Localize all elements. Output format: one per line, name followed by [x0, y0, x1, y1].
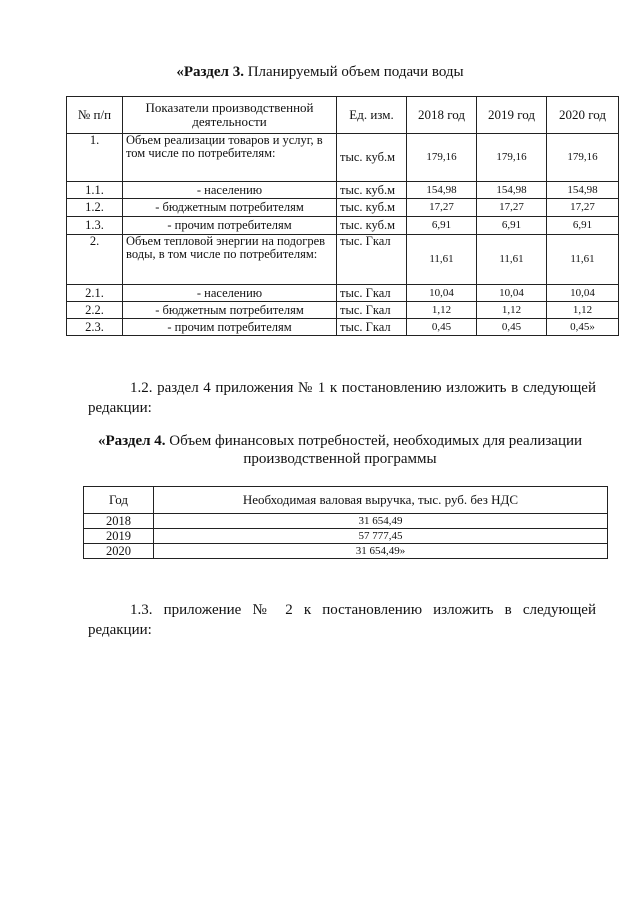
- row-indicator: - бюджетным потребителям: [123, 302, 337, 319]
- row-unit: тыс. Гкал: [337, 319, 407, 336]
- row-unit: тыс. куб.м: [337, 199, 407, 217]
- row-indicator: Объем реализации товаров и услуг, в том числе по потребителям:: [123, 134, 337, 182]
- row-value-2019: 17,27: [477, 199, 547, 217]
- row-revenue: 31 654,49»: [154, 544, 608, 559]
- row-value-2018: 6,91: [407, 217, 477, 235]
- water-supply-table: [66, 96, 619, 336]
- row-value-2020: 154,98: [547, 182, 619, 199]
- section3-heading-text: Планируемый объем подачи воды: [243, 64, 464, 80]
- table-row: [84, 529, 608, 544]
- row-value-2018: 17,27: [407, 199, 477, 217]
- row-number: 1.: [67, 134, 123, 182]
- table-row: [67, 302, 619, 319]
- row-number: 2.: [67, 235, 123, 285]
- table-row: [67, 235, 619, 285]
- row-unit: тыс. куб.м: [337, 217, 407, 235]
- row-value-2018: 179,16: [407, 134, 477, 182]
- row-revenue: 31 654,49: [154, 514, 608, 529]
- row-number: 2.1.: [67, 285, 123, 302]
- row-number: 2.2.: [67, 302, 123, 319]
- row-number: 2.3.: [67, 319, 123, 336]
- row-value-2020: 0,45»: [547, 319, 619, 336]
- row-indicator: - населению: [123, 285, 337, 302]
- row-value-2020: 6,91: [547, 217, 619, 235]
- row-value-2018: 154,98: [407, 182, 477, 199]
- row-value-2019: 6,91: [477, 217, 547, 235]
- row-value-2020: 11,61: [547, 235, 619, 285]
- col-header-year: Год: [84, 487, 154, 514]
- col-header-number: № п/п: [67, 97, 123, 134]
- row-indicator: - населению: [123, 182, 337, 199]
- row-value-2020: 1,12: [547, 302, 619, 319]
- section4-heading: [90, 432, 590, 468]
- row-value-2019: 1,12: [477, 302, 547, 319]
- col-header-2020: 2020 год: [547, 97, 619, 134]
- table-header-row: [67, 97, 619, 134]
- col-header-indicator: Показатели производственной деятельности: [123, 97, 337, 134]
- row-value-2018: 10,04: [407, 285, 477, 302]
- section3-heading: [0, 63, 640, 81]
- row-unit: тыс. куб.м: [337, 134, 407, 182]
- section4-heading-bold: «Раздел 4.: [97, 433, 166, 449]
- row-year: 2020: [84, 544, 154, 559]
- row-year: 2018: [84, 514, 154, 529]
- row-value-2019: 11,61: [477, 235, 547, 285]
- row-value-2019: 10,04: [477, 285, 547, 302]
- table-row: [67, 199, 619, 217]
- paragraph-1-3: [88, 600, 596, 640]
- row-value-2018: 0,45: [407, 319, 477, 336]
- paragraph-1-3-text: 1.3. приложение № 2 к постановлению изложить в следующей редакции:: [88, 602, 596, 638]
- row-unit: тыс. Гкал: [337, 235, 407, 285]
- row-value-2019: 0,45: [477, 319, 547, 336]
- row-value-2020: 17,27: [547, 199, 619, 217]
- row-indicator: Объем тепловой энергии на подогрев воды, в том числе по потребителям:: [123, 235, 337, 285]
- section3-heading-bold: «Раздел 3.: [176, 64, 244, 80]
- row-unit: тыс. Гкал: [337, 302, 407, 319]
- row-unit: тыс. куб.м: [337, 182, 407, 199]
- row-indicator: - прочим потребителям: [123, 217, 337, 235]
- table-row: [67, 319, 619, 336]
- paragraph-1-2: [88, 378, 596, 418]
- row-value-2019: 179,16: [477, 134, 547, 182]
- paragraph-1-2-text: 1.2. раздел 4 приложения № 1 к постановлению изложить в следующей редакции:: [88, 380, 596, 416]
- row-value-2019: 154,98: [477, 182, 547, 199]
- row-unit: тыс. Гкал: [337, 285, 407, 302]
- section4-heading-text: Объем финансовых потребностей, необходимых для реализации производственной программы: [165, 433, 583, 467]
- row-indicator: - бюджетным потребителям: [123, 199, 337, 217]
- row-value-2020: 10,04: [547, 285, 619, 302]
- row-number: 1.2.: [67, 199, 123, 217]
- row-number: 1.3.: [67, 217, 123, 235]
- table-row: [67, 134, 619, 182]
- table-header-row: [84, 487, 608, 514]
- row-year: 2019: [84, 529, 154, 544]
- col-header-unit: Ед. изм.: [337, 97, 407, 134]
- row-revenue: 57 777,45: [154, 529, 608, 544]
- col-header-revenue: Необходимая валовая выручка, тыс. руб. без НДС: [154, 487, 608, 514]
- table-row: [67, 182, 619, 199]
- row-value-2018: 11,61: [407, 235, 477, 285]
- row-value-2020: 179,16: [547, 134, 619, 182]
- col-header-2019: 2019 год: [477, 97, 547, 134]
- row-value-2018: 1,12: [407, 302, 477, 319]
- row-indicator: - прочим потребителям: [123, 319, 337, 336]
- col-header-2018: 2018 год: [407, 97, 477, 134]
- table-row: [67, 217, 619, 235]
- table-row: [84, 544, 608, 559]
- row-number: 1.1.: [67, 182, 123, 199]
- financial-needs-table: [83, 486, 608, 559]
- table-row: [84, 514, 608, 529]
- table-row: [67, 285, 619, 302]
